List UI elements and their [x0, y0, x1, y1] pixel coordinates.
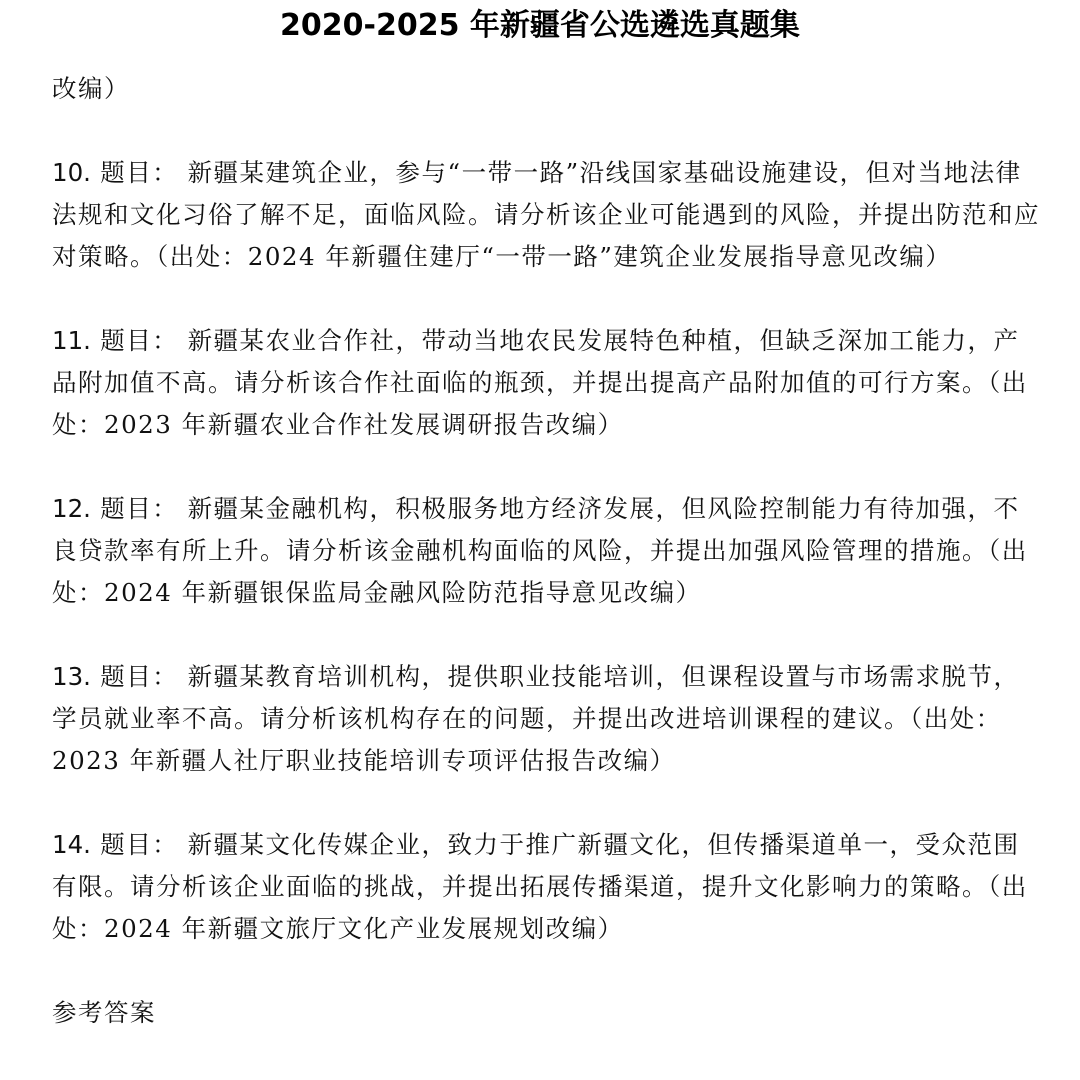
question-label: 题目： [100, 326, 179, 355]
document-body [52, 68, 1042, 1034]
question-label: 题目： [100, 662, 179, 691]
question-number: 13. [52, 662, 91, 691]
question-10 [52, 152, 1042, 278]
question-text: 新疆某金融机构，积极服务地方经济发展，但风险控制能力有待加强，不良贷款率有所上升。请分析该金融机构面临的风险，并提出加强风险管理的措施。（出处：2024 年新疆银保监局金融风险防范指导意见改编） [52, 494, 1028, 607]
answer-heading: 参考答案 [52, 998, 156, 1027]
question-number: 11. [52, 326, 91, 355]
question-label: 题目： [100, 830, 179, 859]
question-11 [52, 320, 1042, 446]
question-text: 新疆某文化传媒企业，致力于推广新疆文化，但传播渠道单一，受众范围有限。请分析该企业面临的挑战，并提出拓展传播渠道，提升文化影响力的策略。（出处：2024 年新疆文旅厅文化产业发展规划改编） [52, 830, 1028, 943]
continued-fragment: 改编） [52, 74, 130, 103]
question-14 [52, 824, 1042, 950]
question-label: 题目： [100, 158, 179, 187]
question-13 [52, 656, 1042, 782]
question-number: 12. [52, 494, 91, 523]
question-text: 新疆某农业合作社，带动当地农民发展特色种植，但缺乏深加工能力，产品附加值不高。请分析该合作社面临的瓶颈，并提出提高产品附加值的可行方案。（出处：2023 年新疆农业合作社发展调研报告改编） [52, 326, 1028, 439]
question-text: 新疆某教育培训机构，提供职业技能培训，但课程设置与市场需求脱节，学员就业率不高。请分析该机构存在的问题，并提出改进培训课程的建议。（出处：2023 年新疆人社厅职业技能培训专项评估报告改编） [52, 662, 1020, 775]
question-number: 14. [52, 830, 91, 859]
question-label: 题目： [100, 494, 179, 523]
question-number: 10. [52, 158, 91, 187]
question-12 [52, 488, 1042, 614]
page-title: 2020-2025 年新疆省公选遴选真题集 [280, 8, 800, 43]
question-text: 新疆某建筑企业，参与“一带一路”沿线国家基础设施建设，但对当地法律法规和文化习俗了解不足，面临风险。请分析该企业可能遇到的风险，并提出防范和应对策略。（出处：2024 年新疆住建厅“一带一路”建筑企业发展指导意见改编） [52, 158, 1040, 271]
